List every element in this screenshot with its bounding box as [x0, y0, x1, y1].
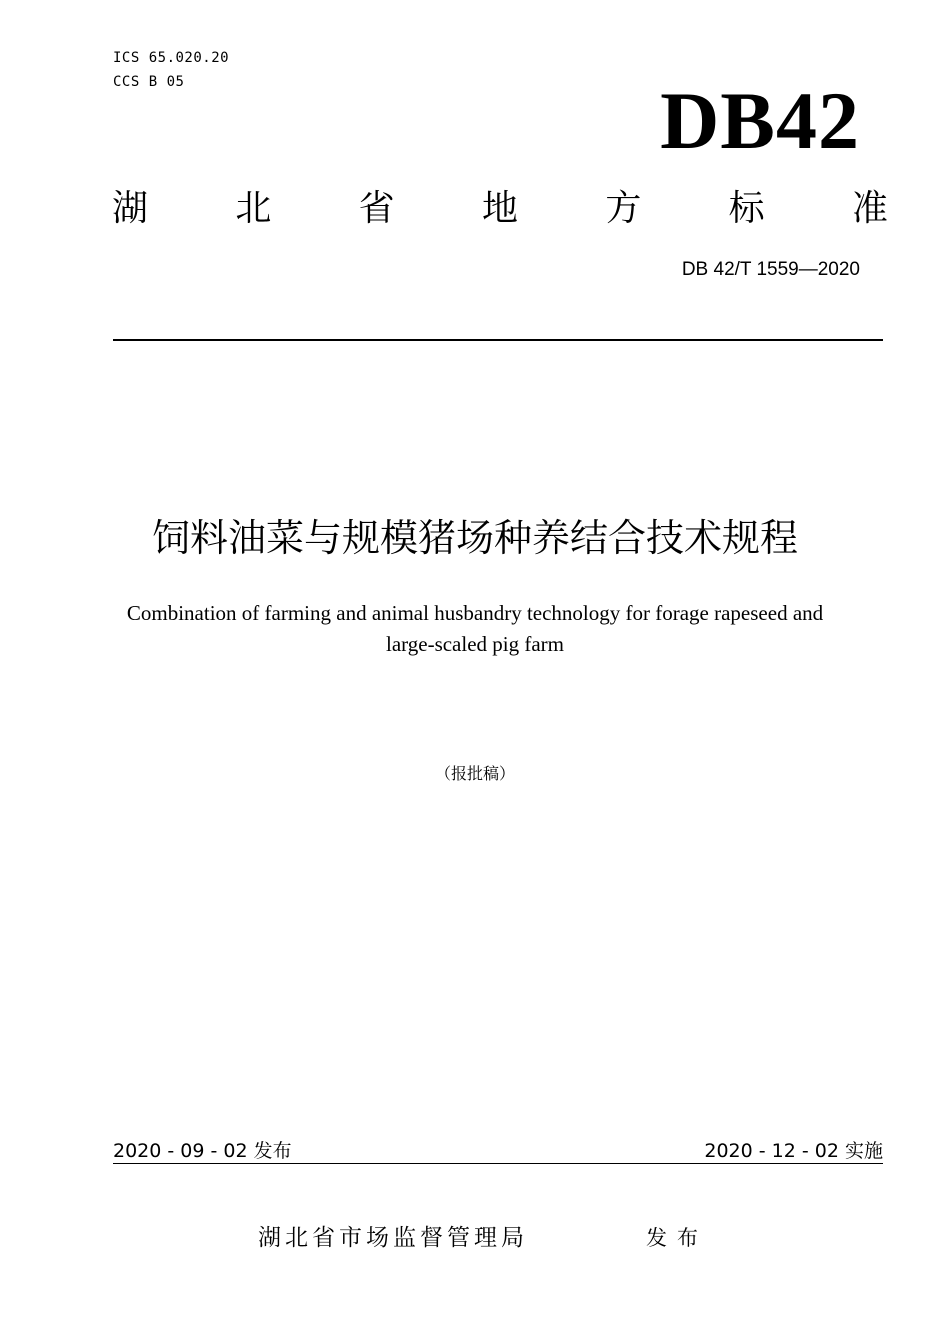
standard-type-char: 方	[605, 188, 642, 229]
title-en-line: large-scaled pig farm	[385, 632, 565, 656]
document-title-zh: 饲料油菜与规模猪场种养结合技术规程	[151, 516, 798, 560]
title-en-line: Combination of farming and animal husbandry technology for forage rapeseed and	[126, 601, 824, 625]
issuing-authority: 湖北省市场监督管理局	[258, 1225, 528, 1251]
standard-type-char: 准	[851, 188, 888, 229]
ccs-code: CCS B 05	[113, 74, 185, 90]
standard-number: DB 42/T 1559—2020	[681, 259, 860, 280]
ics-code: ICS 65.020.20	[113, 50, 230, 66]
footer-divider	[113, 1163, 883, 1164]
document-title-en	[95, 598, 855, 660]
issuer-action: 发布	[646, 1226, 708, 1250]
issue-date: 2020 - 09 - 02 发布	[113, 1140, 292, 1162]
standard-type-char: 湖	[112, 188, 149, 229]
implementation-date: 2020 - 12 - 02 实施	[704, 1140, 883, 1162]
standard-type-char: 标	[728, 188, 765, 229]
standard-type-char: 北	[235, 188, 272, 229]
draft-status: （报批稿）	[434, 764, 515, 783]
standard-type-char: 地	[481, 188, 518, 229]
db-code-logo: DB42	[660, 75, 860, 166]
standard-type-heading	[112, 186, 888, 232]
standard-type-char: 省	[358, 188, 395, 229]
header-divider	[113, 339, 883, 341]
